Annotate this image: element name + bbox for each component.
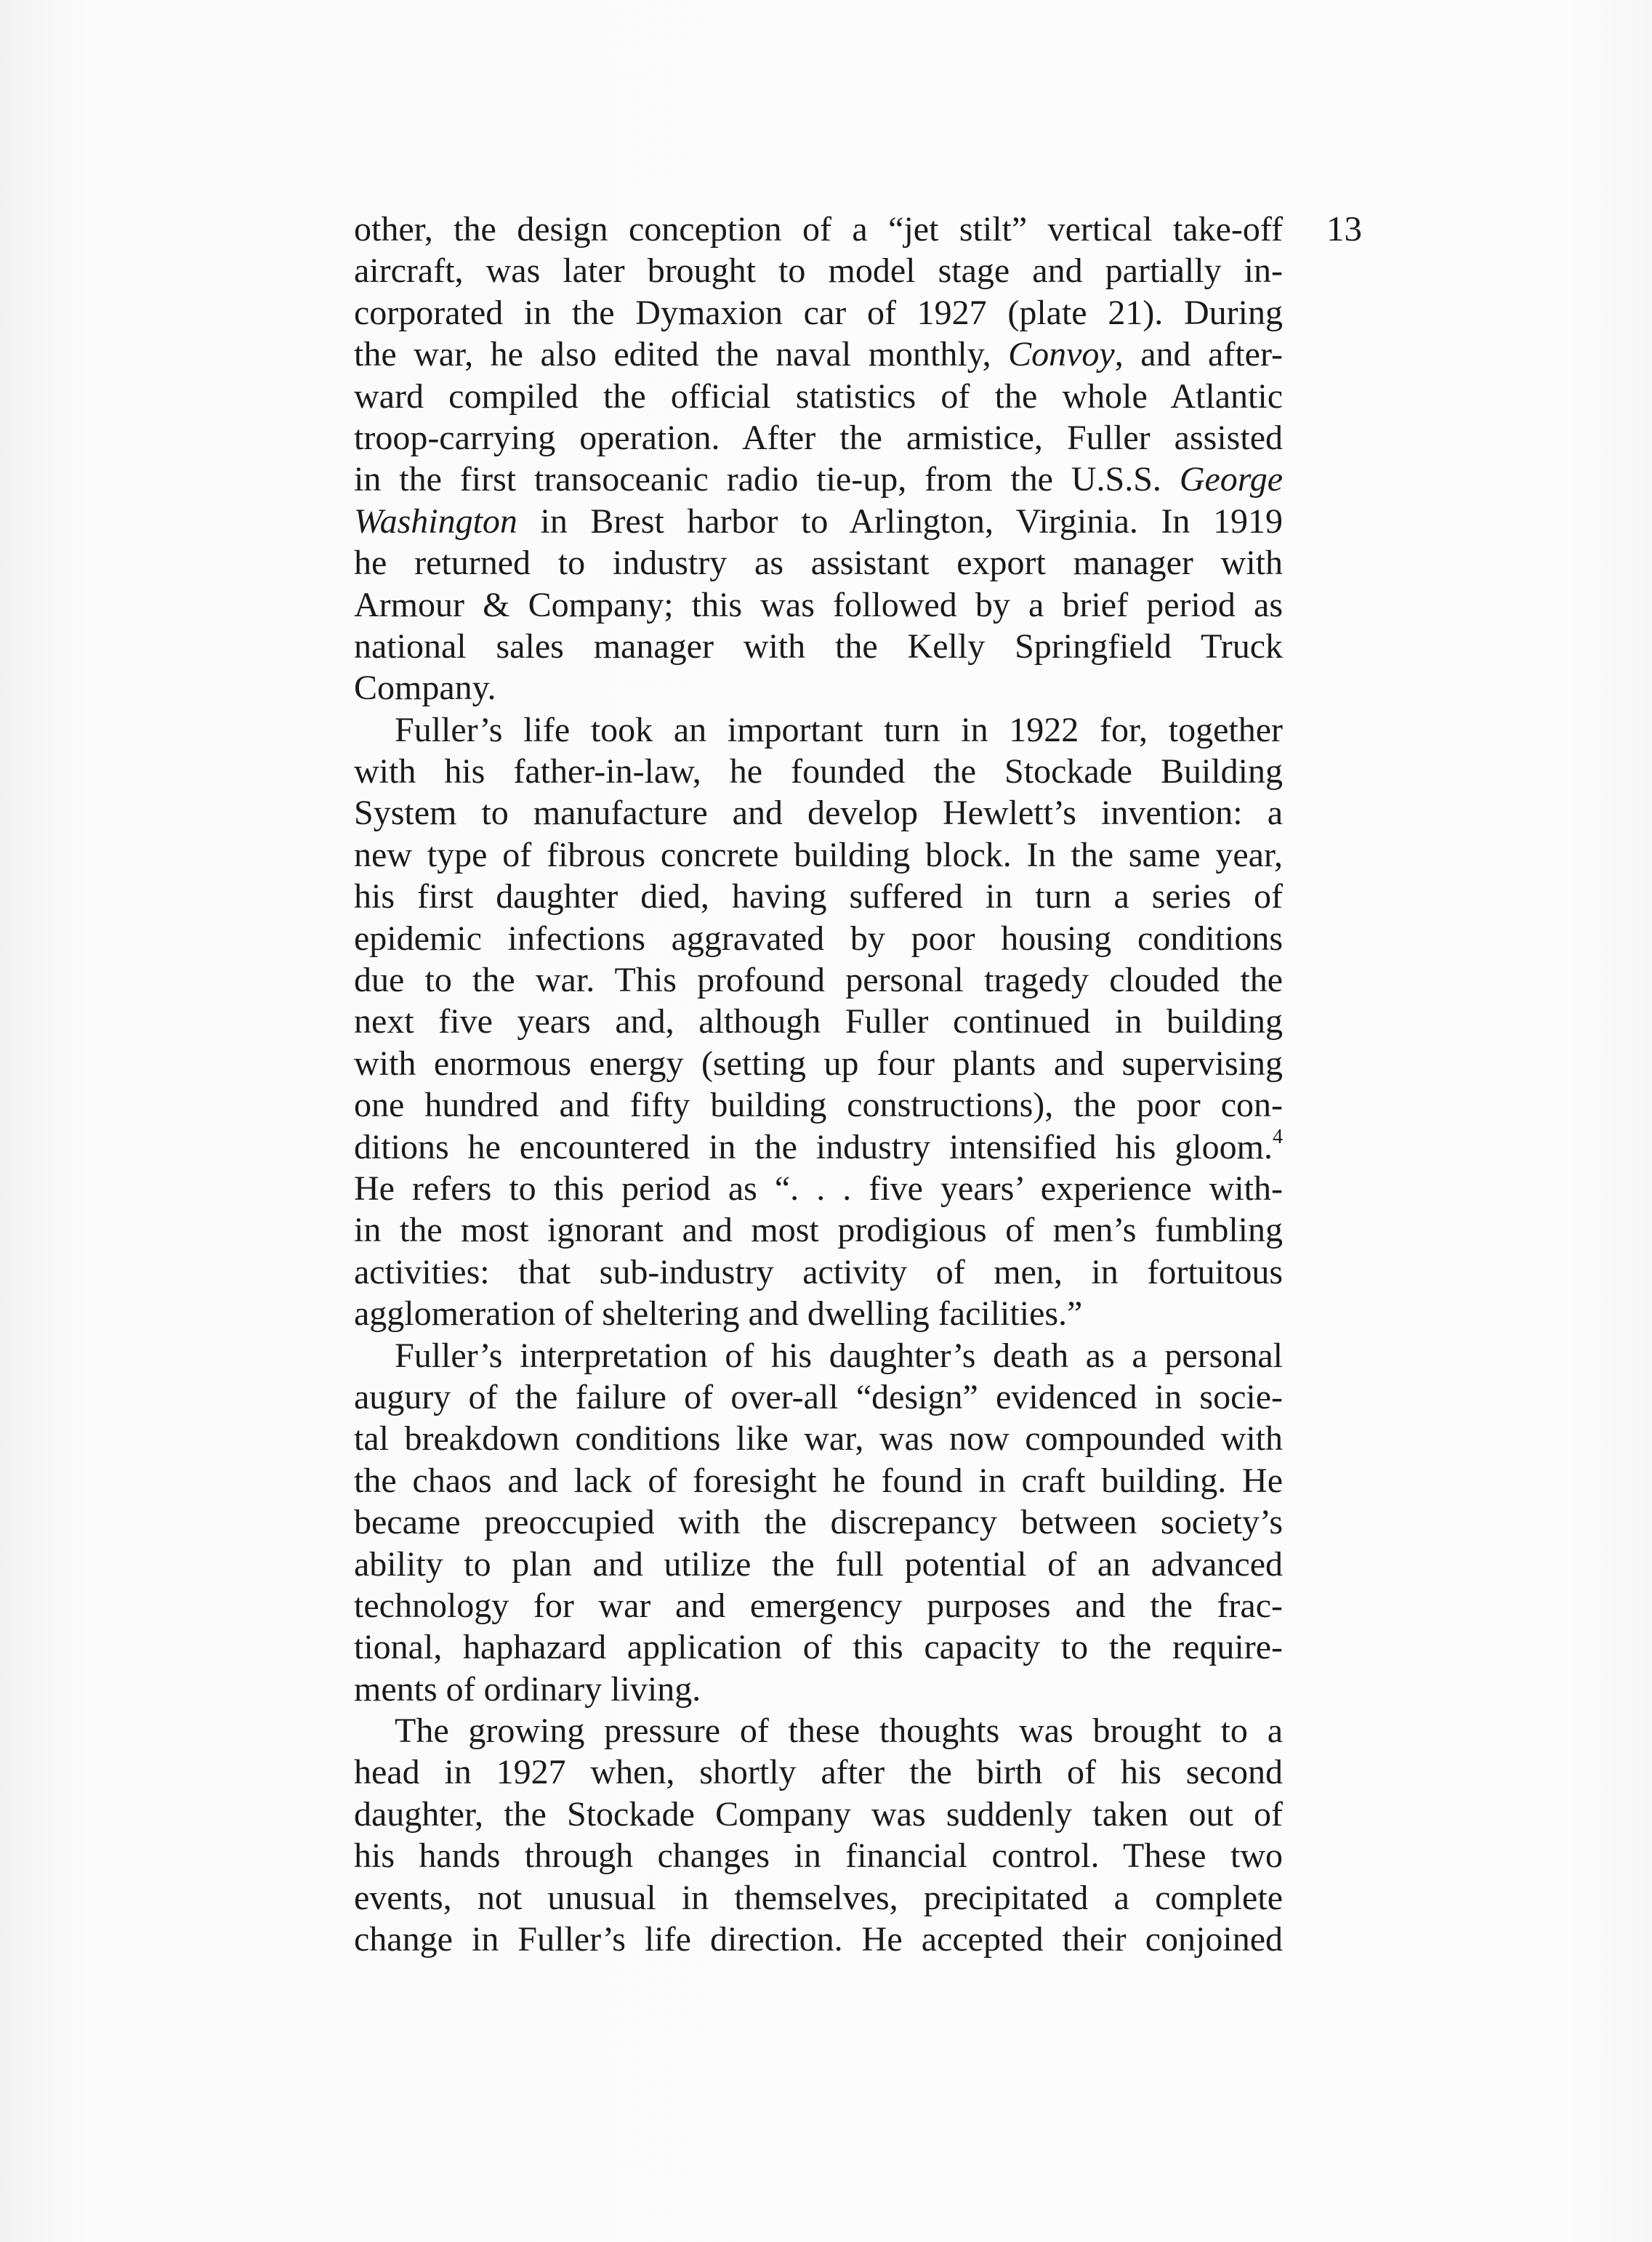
text-segment: ditions he encountered in the industry intensified his gloom.	[354, 1127, 1273, 1166]
text-line: new type of fibrous concrete building block. In the same year,	[354, 835, 1283, 874]
paragraph-first-line: The growing pressure of these thoughts was brought to a	[395, 1711, 1283, 1751]
paragraph-first-line: Fuller’s interpretation of his daughter’s death as a personal	[395, 1336, 1283, 1375]
text-line: tal breakdown conditions like war, was now compounded with	[354, 1419, 1283, 1459]
text-line: daughter, the Stockade Company was suddenly taken out of	[354, 1794, 1283, 1834]
text-segment: in Brest harbor to Arlington, Virginia. In 1919	[517, 501, 1283, 541]
text-line: ments of ordinary living.	[354, 1669, 701, 1709]
text-line: became preoccupied with the discrepancy between society’s	[354, 1503, 1283, 1542]
text-line	[354, 1126, 1283, 1168]
text-line: System to manufacture and develop Hewlett’s invention: a	[354, 794, 1283, 833]
text-segment: the war, he also edited the naval monthly,	[354, 335, 1009, 374]
text-line: head in 1927 when, shortly after the birth of his second	[354, 1753, 1283, 1792]
text-line: corporated in the Dymaxion car of 1927 (plate 21). During	[354, 293, 1283, 332]
text-line: tional, haphazard application of this capacity to the require-	[354, 1628, 1283, 1667]
text-line: his first daughter died, having suffered in turn a series of	[354, 877, 1283, 916]
text-line: other, the design conception of a “jet stilt” vertical take-off	[354, 210, 1283, 249]
text-line: events, not unusual in themselves, precipitated a complete	[354, 1878, 1283, 1917]
text-line: aircraft, was later brought to model stage and partially in-	[354, 251, 1283, 291]
text-line: epidemic infections aggravated by poor housing conditions	[354, 919, 1283, 958]
text-line: the chaos and lack of foresight he found in craft building. He	[354, 1461, 1283, 1500]
italic-title-convoy: Convoy	[1008, 335, 1115, 374]
italic-ship-name: George	[1179, 460, 1283, 499]
text-line: troop-carrying operation. After the armistice, Fuller assisted	[354, 418, 1283, 457]
text-line: change in Fuller’s life direction. He accepted their conjoined	[354, 1920, 1283, 1959]
text-line: national sales manager with the Kelly Springfield Truck	[354, 626, 1283, 666]
body-text	[354, 209, 1283, 1960]
text-line: due to the war. This profound personal tragedy clouded the	[354, 961, 1283, 1000]
text-line: activities: that sub-industry activity of men, in fortuitous	[354, 1252, 1283, 1291]
text-line	[354, 459, 1283, 500]
text-line: augury of the failure of over-all “design” evidenced in socie-	[354, 1377, 1283, 1416]
text-line: he returned to industry as assistant export manager with	[354, 544, 1283, 583]
text-line: He refers to this period as “. . . five years’ experience with-	[354, 1169, 1283, 1208]
paragraph-first-line: Fuller’s life took an important turn in 1922 for, together	[395, 710, 1283, 749]
text-line: with his father-in-law, he founded the Stockade Building	[354, 752, 1283, 791]
text-line: in the most ignorant and most prodigious of men’s fumbling	[354, 1211, 1283, 1250]
text-line	[354, 501, 1283, 542]
text-line: Armour & Company; this was followed by a brief period as	[354, 585, 1283, 624]
text-line: with enormous energy (setting up four plants and supervising	[354, 1044, 1283, 1083]
text-line: ability to plan and utilize the full potential of an advanced	[354, 1544, 1283, 1584]
footnote-marker: 4	[1273, 1125, 1283, 1148]
text-line: agglomeration of sheltering and dwelling facilities.”	[354, 1294, 1083, 1334]
text-line: his hands through changes in financial control. These two	[354, 1836, 1283, 1876]
italic-ship-name: Washington	[354, 501, 517, 541]
text-line	[354, 334, 1283, 375]
text-line: next five years and, although Fuller continued in building	[354, 1002, 1283, 1041]
text-line: Company.	[354, 669, 496, 708]
text-segment: , and after-	[1114, 335, 1283, 374]
text-line: ward compiled the official statistics of the whole Atlantic	[354, 376, 1283, 416]
page-number: 13	[1326, 209, 1362, 249]
text-segment: in the first transoceanic radio tie-up, from the U.S.S.	[354, 460, 1180, 499]
text-line: one hundred and fifty building constructions), the poor con-	[354, 1086, 1283, 1125]
text-line: technology for war and emergency purposes and the frac-	[354, 1586, 1283, 1625]
